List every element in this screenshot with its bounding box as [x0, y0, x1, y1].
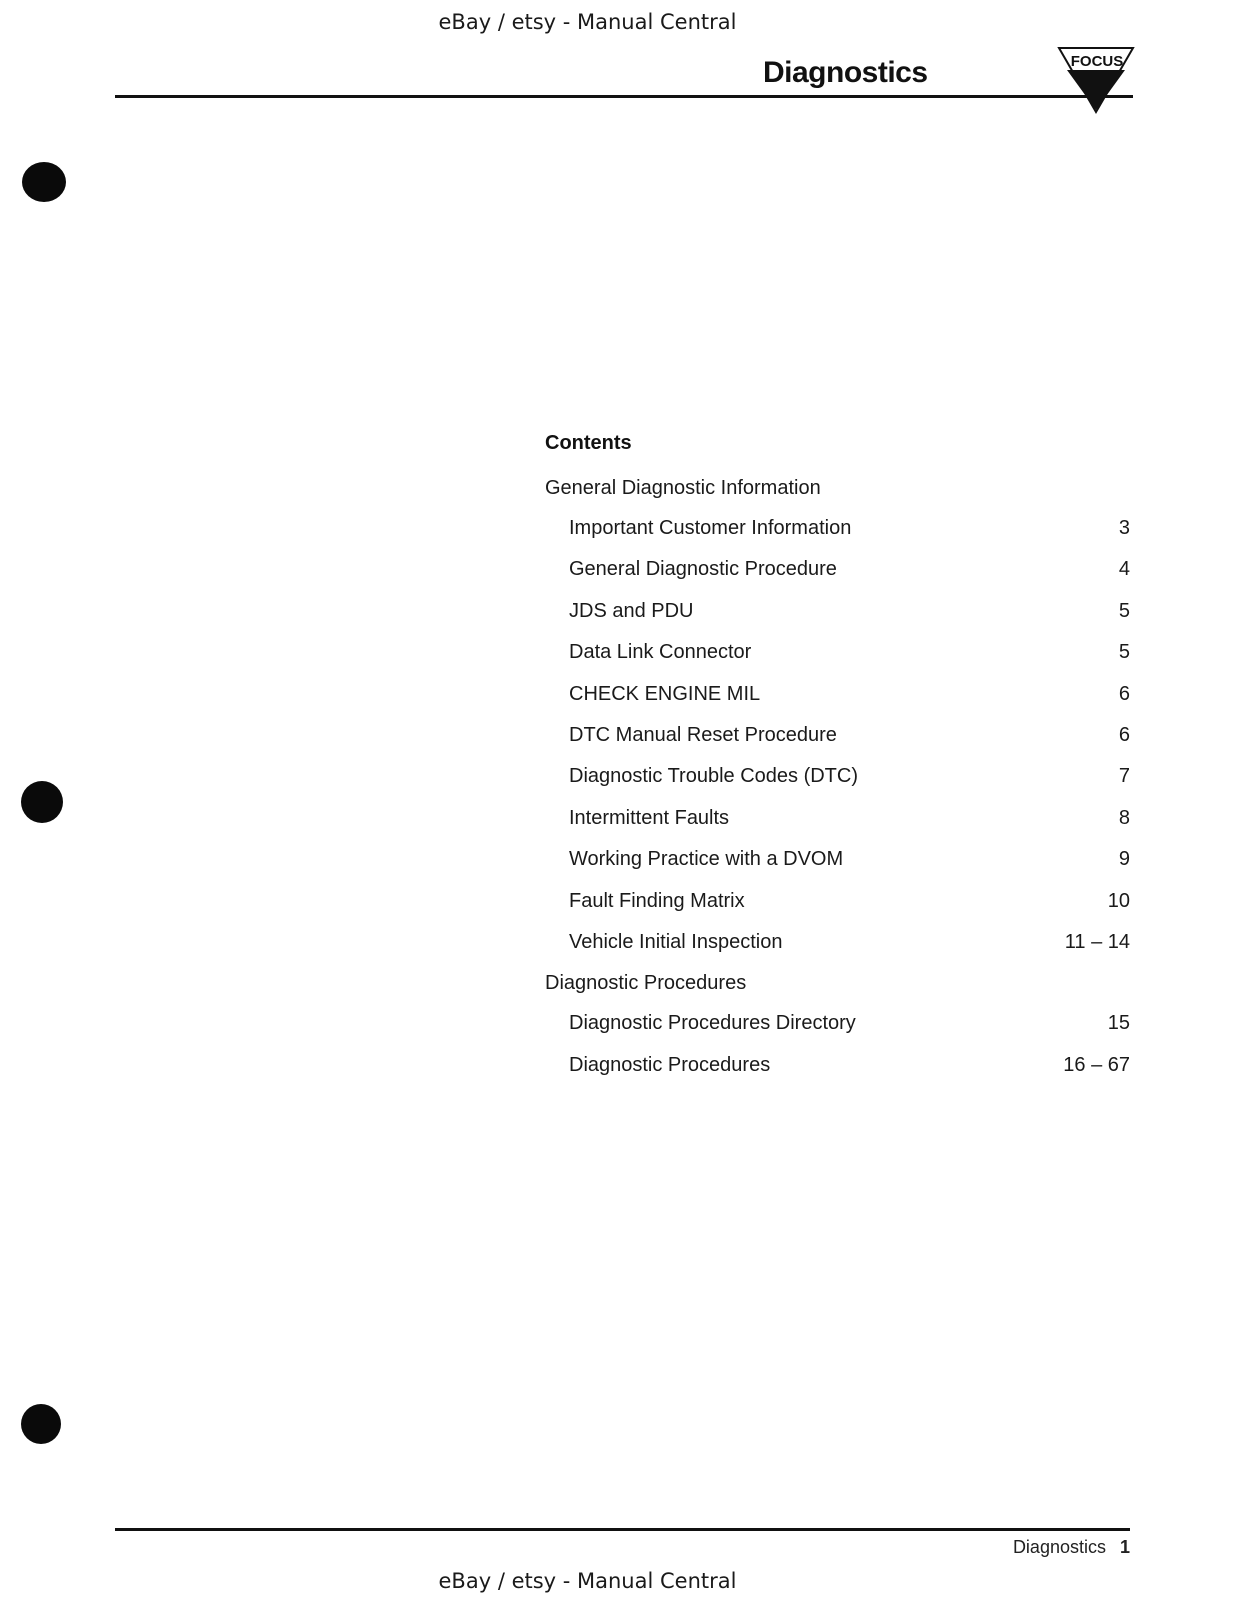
toc-entry[interactable] — [545, 1051, 1130, 1092]
page-footer — [1013, 1537, 1130, 1558]
toc-entry-page: 7 — [1118, 765, 1130, 788]
toc-entry[interactable] — [545, 597, 1130, 638]
toc-entry[interactable] — [545, 762, 1130, 803]
header-rule — [115, 95, 1133, 98]
toc-entry[interactable] — [545, 680, 1130, 721]
toc-entry-page: 9 — [1118, 848, 1130, 871]
footer-section-label: Diagnostics — [1012, 1537, 1106, 1557]
toc-entry[interactable] — [545, 804, 1130, 845]
toc-entry-label: Important Customer Information — [569, 517, 852, 539]
toc-entry-page: 6 — [1118, 682, 1130, 705]
toc-entry-label: Working Practice with a DVOM — [569, 848, 844, 871]
toc-entry-page: 5 — [1118, 641, 1130, 664]
contents-heading: Contents — [545, 432, 632, 454]
focus-logo — [1057, 46, 1135, 114]
toc-entry-page: 11 – 14 — [1064, 930, 1130, 953]
toc-entry-label: Intermittent Faults — [569, 806, 730, 829]
page-number: 1 — [1119, 1537, 1130, 1557]
toc-section-title: General Diagnostic Information — [545, 477, 821, 499]
watermark-bottom: eBay / etsy - Manual Central — [438, 1569, 737, 1593]
toc-entry-label: Fault Finding Matrix — [569, 889, 745, 912]
toc-entry-label: CHECK ENGINE MIL — [569, 682, 761, 705]
watermark-top: eBay / etsy - Manual Central — [438, 10, 737, 34]
table-of-contents — [545, 428, 1130, 1092]
toc-entry-label: General Diagnostic Procedure — [569, 558, 837, 581]
toc-entry[interactable] — [545, 514, 1130, 555]
toc-entry-page: 6 — [1118, 723, 1130, 746]
toc-entry-label: Diagnostic Trouble Codes (DTC) — [569, 765, 858, 788]
toc-entry[interactable] — [545, 721, 1130, 762]
punch-hole-middle — [21, 781, 63, 823]
toc-entry[interactable] — [545, 638, 1130, 679]
toc-entry-label: Diagnostic Procedures — [569, 1053, 771, 1076]
toc-entry-page: 15 — [1107, 1012, 1130, 1035]
toc-section-title: Diagnostic Procedures — [545, 972, 747, 995]
toc-entry-page: 10 — [1107, 889, 1130, 912]
toc-entry-page: 8 — [1118, 806, 1130, 829]
toc-entry[interactable] — [545, 845, 1130, 886]
footer-rule — [115, 1528, 1130, 1531]
toc-entry-page: 4 — [1118, 558, 1130, 581]
toc-entry-page: 5 — [1118, 599, 1130, 622]
toc-entry[interactable] — [545, 928, 1130, 969]
page-title: Diagnostics — [763, 56, 928, 89]
toc-entry-page: 3 — [1118, 517, 1130, 539]
toc-entry-label: JDS and PDU — [569, 599, 694, 622]
toc-entry-label: Diagnostic Procedures Directory — [569, 1012, 856, 1035]
toc-entry-label: DTC Manual Reset Procedure — [569, 723, 837, 746]
toc-entry[interactable] — [545, 1009, 1130, 1050]
toc-entry[interactable] — [545, 887, 1130, 928]
toc-entry[interactable] — [545, 555, 1130, 596]
punch-hole-bottom — [21, 1404, 61, 1444]
punch-hole-top — [22, 162, 66, 202]
logo-text: FOCUS — [1070, 53, 1124, 70]
toc-entry-label: Data Link Connector — [569, 641, 752, 664]
toc-entry-page: 16 – 67 — [1063, 1053, 1130, 1076]
toc-entry-label: Vehicle Initial Inspection — [569, 930, 783, 953]
